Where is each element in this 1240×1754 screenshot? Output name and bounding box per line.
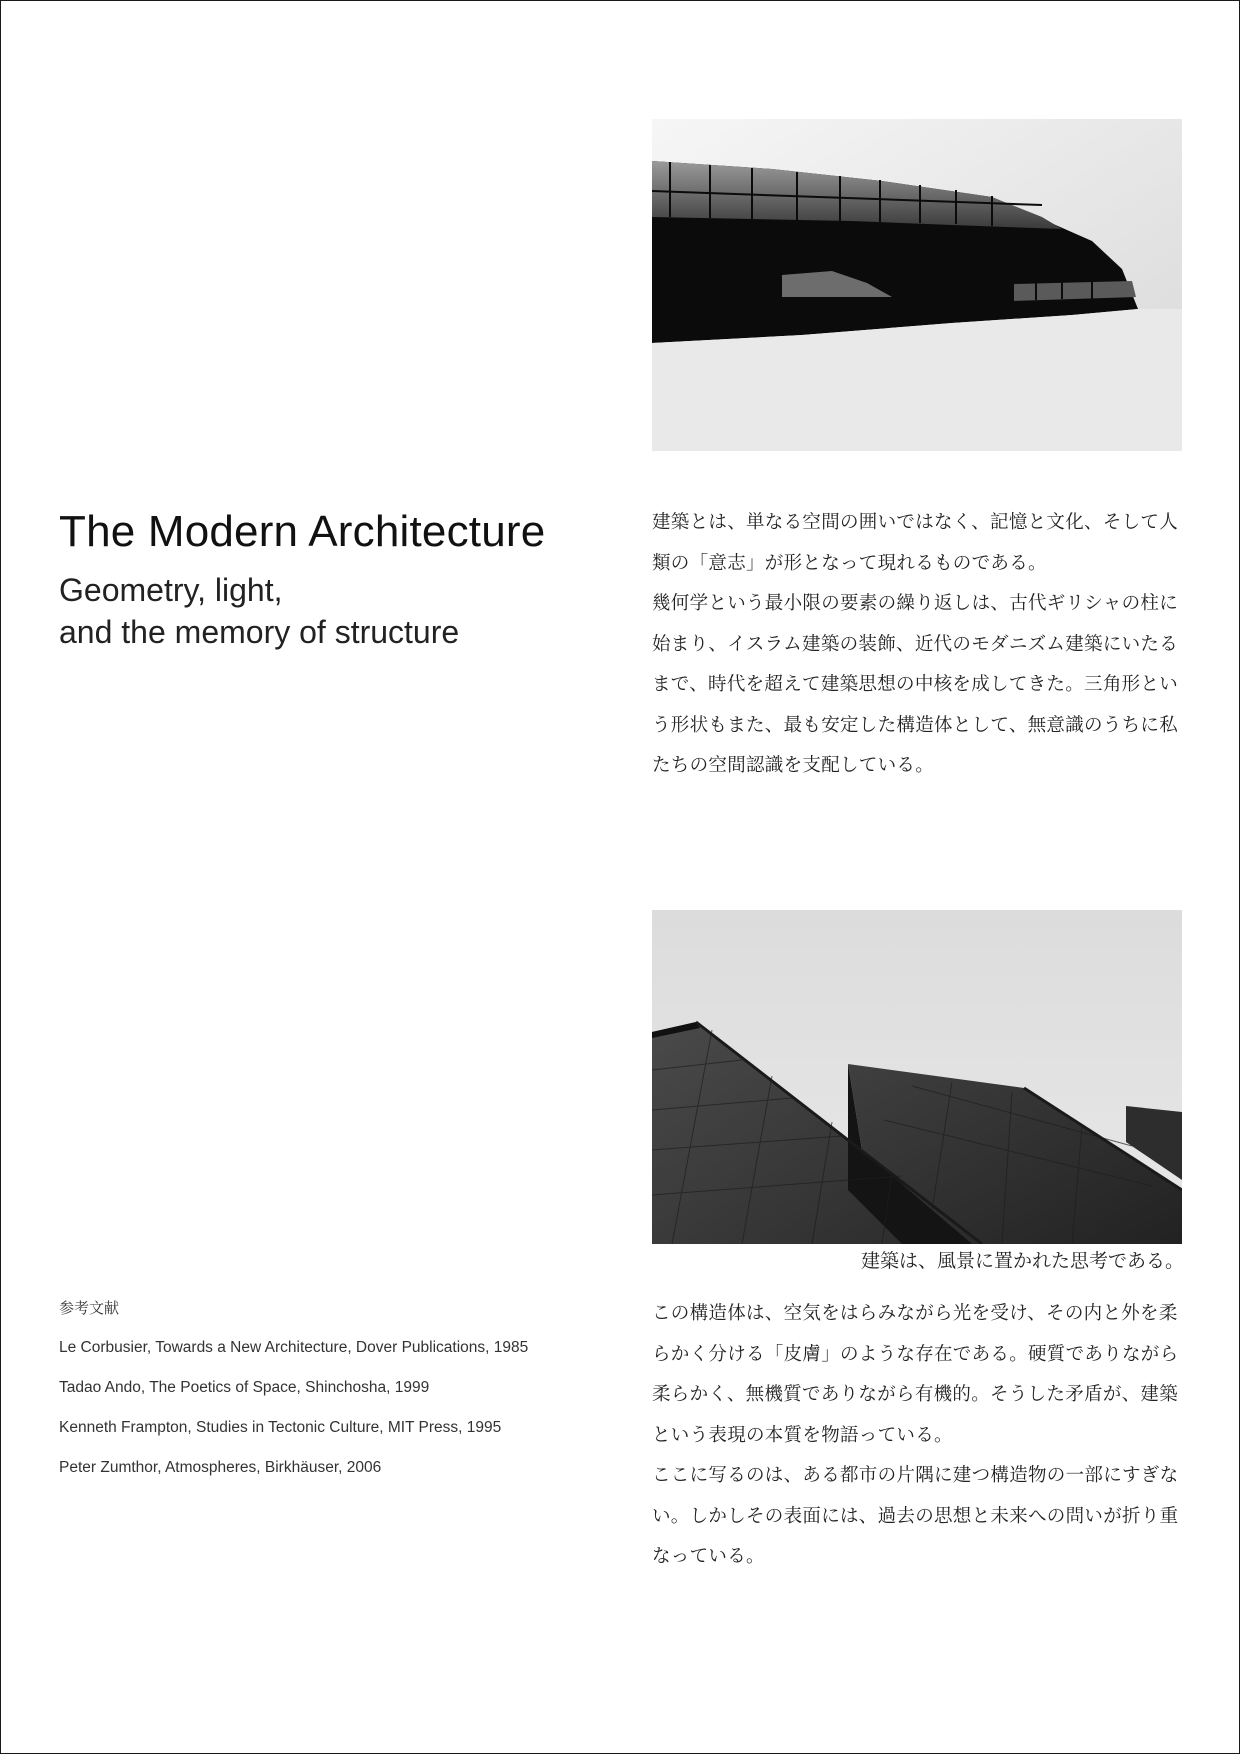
- subtitle-line: Geometry, light,: [59, 572, 283, 608]
- intro-text: [652, 503, 1192, 787]
- sawtooth-roof-icon: [652, 910, 1182, 1244]
- page-subtitle: [59, 569, 619, 653]
- sawtooth-roof-photo: [652, 910, 1182, 1244]
- reference-item: Le Corbusier, Towards a New Architecture, Dover Publications, 1985: [59, 1339, 529, 1356]
- curved-building-icon: [652, 119, 1182, 451]
- paragraph: ここに写るのは、ある都市の片隅に建つ構造物の一部にすぎない。しかしその表面には、過去の思想と未来への問いが折り重なっている。: [652, 1465, 1179, 1567]
- reference-item: Kenneth Frampton, Studies in Tectonic Culture, MIT Press, 1995: [59, 1419, 502, 1436]
- reference-item: Peter Zumthor, Atmospheres, Birkhäuser, 2006: [59, 1459, 382, 1476]
- closing-text: [652, 1294, 1192, 1578]
- subtitle-line: and the memory of structure: [59, 614, 460, 650]
- paragraph: 建築とは、単なる空間の囲いではなく、記憶と文化、そして人類の「意志」が形となって現れるものである。: [652, 512, 1179, 574]
- page-title: The Modern Architecture: [59, 507, 546, 556]
- curved-building-photo: [652, 119, 1182, 451]
- reference-item: Tadao Ando, The Poetics of Space, Shinchosha, 1999: [59, 1379, 430, 1396]
- title-block: [59, 501, 619, 653]
- references: [59, 1297, 619, 1497]
- references-heading: 参考文献: [59, 1299, 120, 1317]
- photo-caption: 建築は、風景に置かれた思考である。: [860, 1250, 1184, 1272]
- paragraph: この構造体は、空気をはらみながら光を受け、その内と外を柔らかく分ける「皮膚」のような存在である。硬質でありながら柔らかく、無機質でありながら有機的。そうした矛盾が、建築という表現の本質を物語っている。: [652, 1303, 1179, 1446]
- paragraph: 幾何学という最小限の要素の繰り返しは、古代ギリシャの柱に始まり、イスラム建築の装飾、近代のモダニズム建築にいたるまで、時代を超えて建築思想の中核を成してきた。三角形という形状もまた、最も安定した構造体として、無意識のうちに私たちの空間認識を支配している。: [652, 593, 1179, 776]
